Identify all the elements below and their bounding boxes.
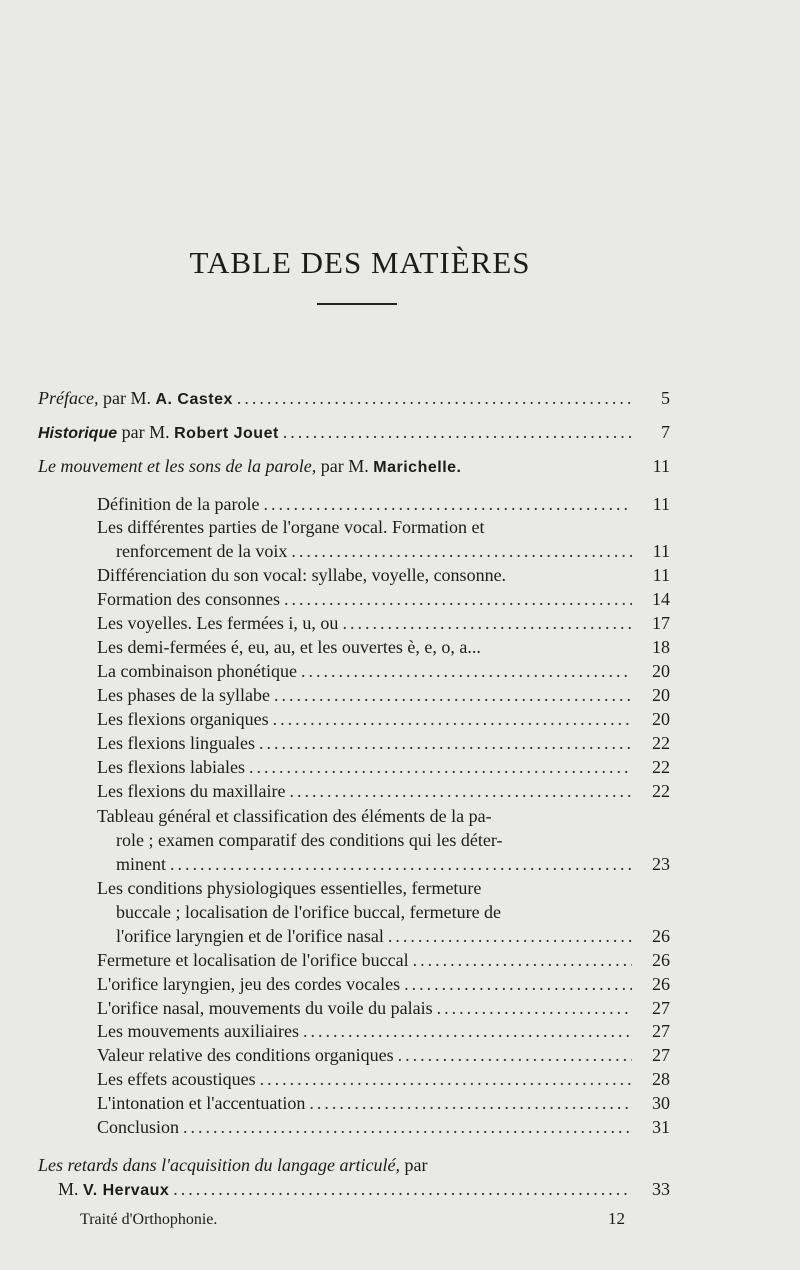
entry-title: Les retards dans l'acquisition du langage articulé, xyxy=(38,1155,401,1175)
entry-by: par M. xyxy=(320,456,369,476)
toc-subentry: Fermeture et localisation de l'orifice buccal ..... 26 xyxy=(97,950,670,971)
toc-subentry: Les mouvements auxiliaires ..... 27 xyxy=(97,1021,670,1042)
toc-subentry: role ; examen comparatif des conditions qui les déter- xyxy=(116,830,503,850)
toc-subentry: Valeur relative des conditions organiques ..... 27 xyxy=(97,1045,670,1066)
leader-dots xyxy=(260,1069,632,1090)
entry-page: 7 xyxy=(661,422,670,442)
leader-dots xyxy=(404,974,632,995)
toc-subentry: Les phases de la syllabe ..... 20 xyxy=(97,685,670,706)
toc-subentry: Les flexions du maxillaire ..... 22 xyxy=(97,781,670,802)
leader-dots xyxy=(263,494,632,515)
entry-by: par M. xyxy=(121,422,170,442)
leader-dots xyxy=(289,781,632,802)
entry-author: A. Castex xyxy=(155,391,233,408)
leader-dots xyxy=(342,613,632,634)
toc-entry-retards xyxy=(38,1155,670,1176)
entry-by: par M. xyxy=(102,388,151,408)
entry-author: Robert Jouet xyxy=(174,425,279,442)
leader-dots xyxy=(301,661,632,682)
toc-subentry: L'orifice nasal, mouvements du voile du palais ..... 27 xyxy=(97,998,670,1019)
leader-dots xyxy=(291,541,632,562)
toc-subentry: Les demi-fermées é, eu, au, et les ouvertes è, e, o, a... 18 xyxy=(97,637,670,657)
toc-entry-mouvement xyxy=(38,456,670,477)
toc-subentry: Les flexions labiales ..... 22 xyxy=(97,757,670,778)
leader-dots xyxy=(249,757,632,778)
leader-dots xyxy=(388,926,632,947)
entry-page: 33 xyxy=(652,1179,670,1199)
leader-dots xyxy=(413,950,632,971)
entry-prefix: M. xyxy=(58,1179,79,1199)
leader-dots xyxy=(303,1021,632,1042)
toc-subentry: Différenciation du son vocal: syllabe, voyelle, consonne. 11 xyxy=(97,565,670,585)
toc-entry-retards-cont xyxy=(58,1179,670,1200)
toc-subentry: La combinaison phonétique ..... 20 xyxy=(97,661,670,682)
toc-subentry: renforcement de la voix ..... 11 xyxy=(116,541,670,562)
leader-dots xyxy=(284,589,632,610)
toc-subentry: l'orifice laryngien et de l'orifice nasal ..... 26 xyxy=(116,926,670,947)
footer-book-title: Traité d'Orthophonie. xyxy=(80,1211,218,1228)
toc-subentry: L'intonation et l'accentuation ..... 30 xyxy=(97,1093,670,1114)
toc-subentry: Les effets acoustiques ..... 28 xyxy=(97,1069,670,1090)
toc-subentry: Formation des consonnes ..... 14 xyxy=(97,589,670,610)
leader-dots xyxy=(170,854,632,875)
leader-dots xyxy=(437,998,632,1019)
leader-dots xyxy=(173,1179,632,1200)
toc-subentry: L'orifice laryngien, jeu des cordes vocales ..... 26 xyxy=(97,974,670,995)
toc-subentry: Tableau général et classification des éléments de la pa- xyxy=(97,806,492,826)
title-rule xyxy=(317,303,397,305)
entry-page: 11 xyxy=(652,456,670,476)
leader-dots xyxy=(283,422,632,443)
toc-subentry: Conclusion ..... 31 xyxy=(97,1117,670,1138)
entry-title: Le mouvement et les sons de la parole, xyxy=(38,456,317,476)
page-title: TABLE DES MATIÈRES xyxy=(189,245,531,280)
toc-subentry: Définition de la parole ..... 11 xyxy=(97,494,670,515)
leader-dots xyxy=(398,1045,632,1066)
footer-signature: 12 xyxy=(608,1209,625,1228)
entry-title: Historique xyxy=(38,425,118,442)
leader-dots xyxy=(274,685,632,706)
leader-dots xyxy=(273,709,632,730)
leader-dots xyxy=(183,1117,632,1138)
toc-entry-historique xyxy=(38,422,670,443)
entry-page: 5 xyxy=(661,388,670,408)
leader-dots xyxy=(259,733,632,754)
toc-entry-preface xyxy=(38,388,670,409)
toc-subentry: Les flexions organiques ..... 20 xyxy=(97,709,670,730)
toc-subentry: minent ..... 23 xyxy=(116,854,670,875)
toc-subentry: Les conditions physiologiques essentielles, fermeture xyxy=(97,878,482,898)
toc-subentry: Les voyelles. Les fermées i, u, ou ..... 17 xyxy=(97,613,670,634)
entry-title: Préface, xyxy=(38,388,99,408)
entry-author: V. Hervaux xyxy=(83,1182,170,1199)
leader-dots xyxy=(309,1093,632,1114)
toc-subentry: Les flexions linguales ..... 22 xyxy=(97,733,670,754)
toc-subentry: Les différentes parties de l'organe vocal. Formation et xyxy=(97,517,485,537)
entry-by: par xyxy=(404,1155,428,1175)
leader-dots xyxy=(237,388,632,409)
toc-subentry: buccale ; localisation de l'orifice buccal, fermeture de xyxy=(116,902,502,922)
entry-author: Marichelle. xyxy=(373,459,462,476)
